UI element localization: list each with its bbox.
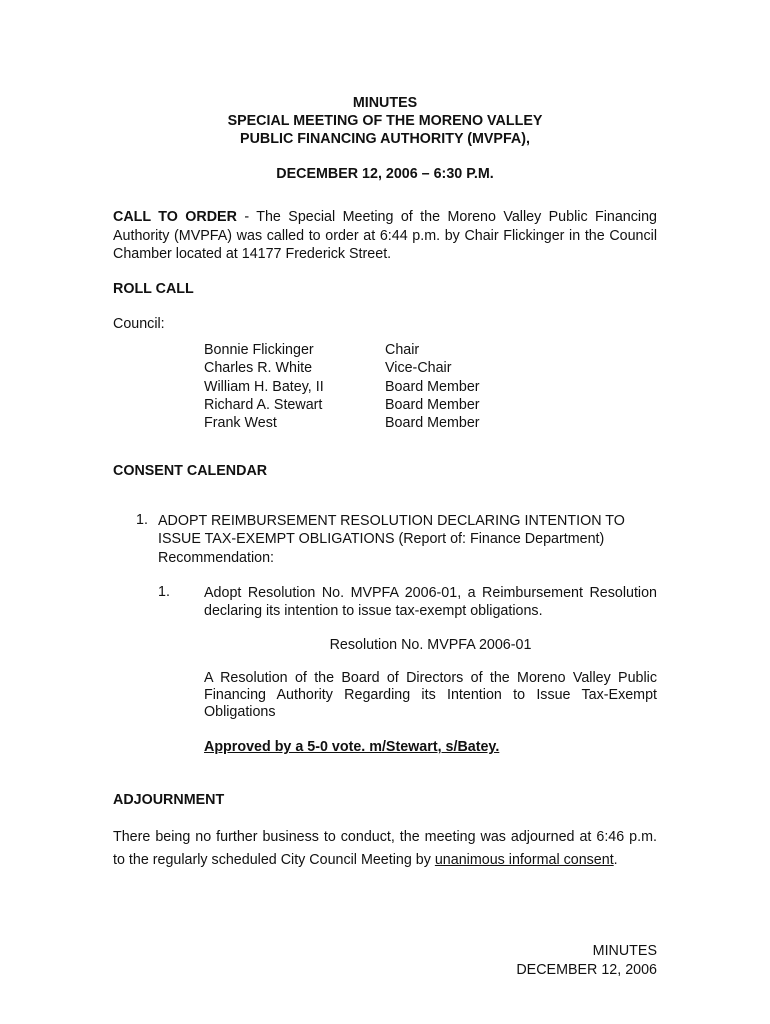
member-role: Board Member <box>385 415 480 432</box>
footer-line-2: DECEMBER 12, 2006 <box>516 961 657 978</box>
roll-call-table <box>0 341 770 432</box>
title-line-1: MINUTES <box>352 95 418 111</box>
adjournment-heading: ADJOURNMENT <box>113 792 225 808</box>
unanimous-consent: unanimous informal consent <box>434 851 614 868</box>
title-line-3: PUBLIC FINANCING AUTHORITY (MVPFA), <box>240 131 530 147</box>
roll-call-row <box>0 396 770 414</box>
roll-call-row <box>0 341 770 359</box>
call-to-order-paragraph <box>113 208 657 264</box>
roll-call-heading: ROLL CALL <box>113 281 194 297</box>
resolution-description: A Resolution of the Board of Directors of the Moreno Valley Public Financing Authority Regarding its Intention to Issue Tax-Exempt Obligations <box>204 670 657 720</box>
resolution-number: Resolution No. MVPFA 2006-01 <box>329 637 532 653</box>
adjournment-text: There being no further business to conduct, the meeting was adjourned at 6:46 p.m. to the regularly scheduled City Council Meeting by <box>113 829 657 868</box>
council-label: Council: <box>113 316 165 332</box>
consent-calendar-heading: CONSENT CALENDAR <box>113 463 268 479</box>
member-name: Richard A. Stewart <box>204 396 323 413</box>
title-line-2: SPECIAL MEETING OF THE MORENO VALLEY <box>227 113 543 129</box>
adjournment-period: . <box>613 851 618 868</box>
recommendation-number: 1. <box>158 584 170 600</box>
call-to-order-heading: CALL TO ORDER <box>113 209 237 225</box>
call-to-order-text: - The Special Meeting of the Moreno Valley Public Financing Authority (MVPFA) was called to order at 6:44 p.m. by Chair Flickinger in the Council Chamber located at 14177 Frederick Street. <box>113 209 657 262</box>
footer <box>400 942 657 979</box>
item-number: 1. <box>136 512 148 528</box>
adjournment-paragraph <box>113 826 657 871</box>
member-name: William H. Batey, II <box>204 378 324 395</box>
member-role: Vice-Chair <box>385 360 452 377</box>
member-role: Chair <box>385 342 420 358</box>
member-name: Charles R. White <box>204 360 313 377</box>
roll-call-row <box>0 378 770 396</box>
member-name: Bonnie Flickinger <box>204 342 314 358</box>
vote-result: Approved by a 5-0 vote. m/Stewart, s/Batey. <box>204 739 500 755</box>
item-title: ADOPT REIMBURSEMENT RESOLUTION DECLARING INTENTION TO ISSUE TAX-EXEMPT OBLIGATIONS (Report of: Finance Department) Recommendation: <box>158 513 625 566</box>
roll-call-row <box>0 359 770 377</box>
meeting-date: DECEMBER 12, 2006 – 6:30 P.M. <box>276 166 494 182</box>
recommendation-text: Adopt Resolution No. MVPFA 2006-01, a Reimbursement Resolution declaring its intention to issue tax-exempt obligations. <box>204 585 657 620</box>
roll-call-row <box>0 414 770 432</box>
document-title <box>113 94 657 148</box>
member-role: Board Member <box>385 396 480 413</box>
footer-line-1: MINUTES <box>592 943 657 959</box>
member-role: Board Member <box>385 378 480 395</box>
member-name: Frank West <box>204 415 277 432</box>
